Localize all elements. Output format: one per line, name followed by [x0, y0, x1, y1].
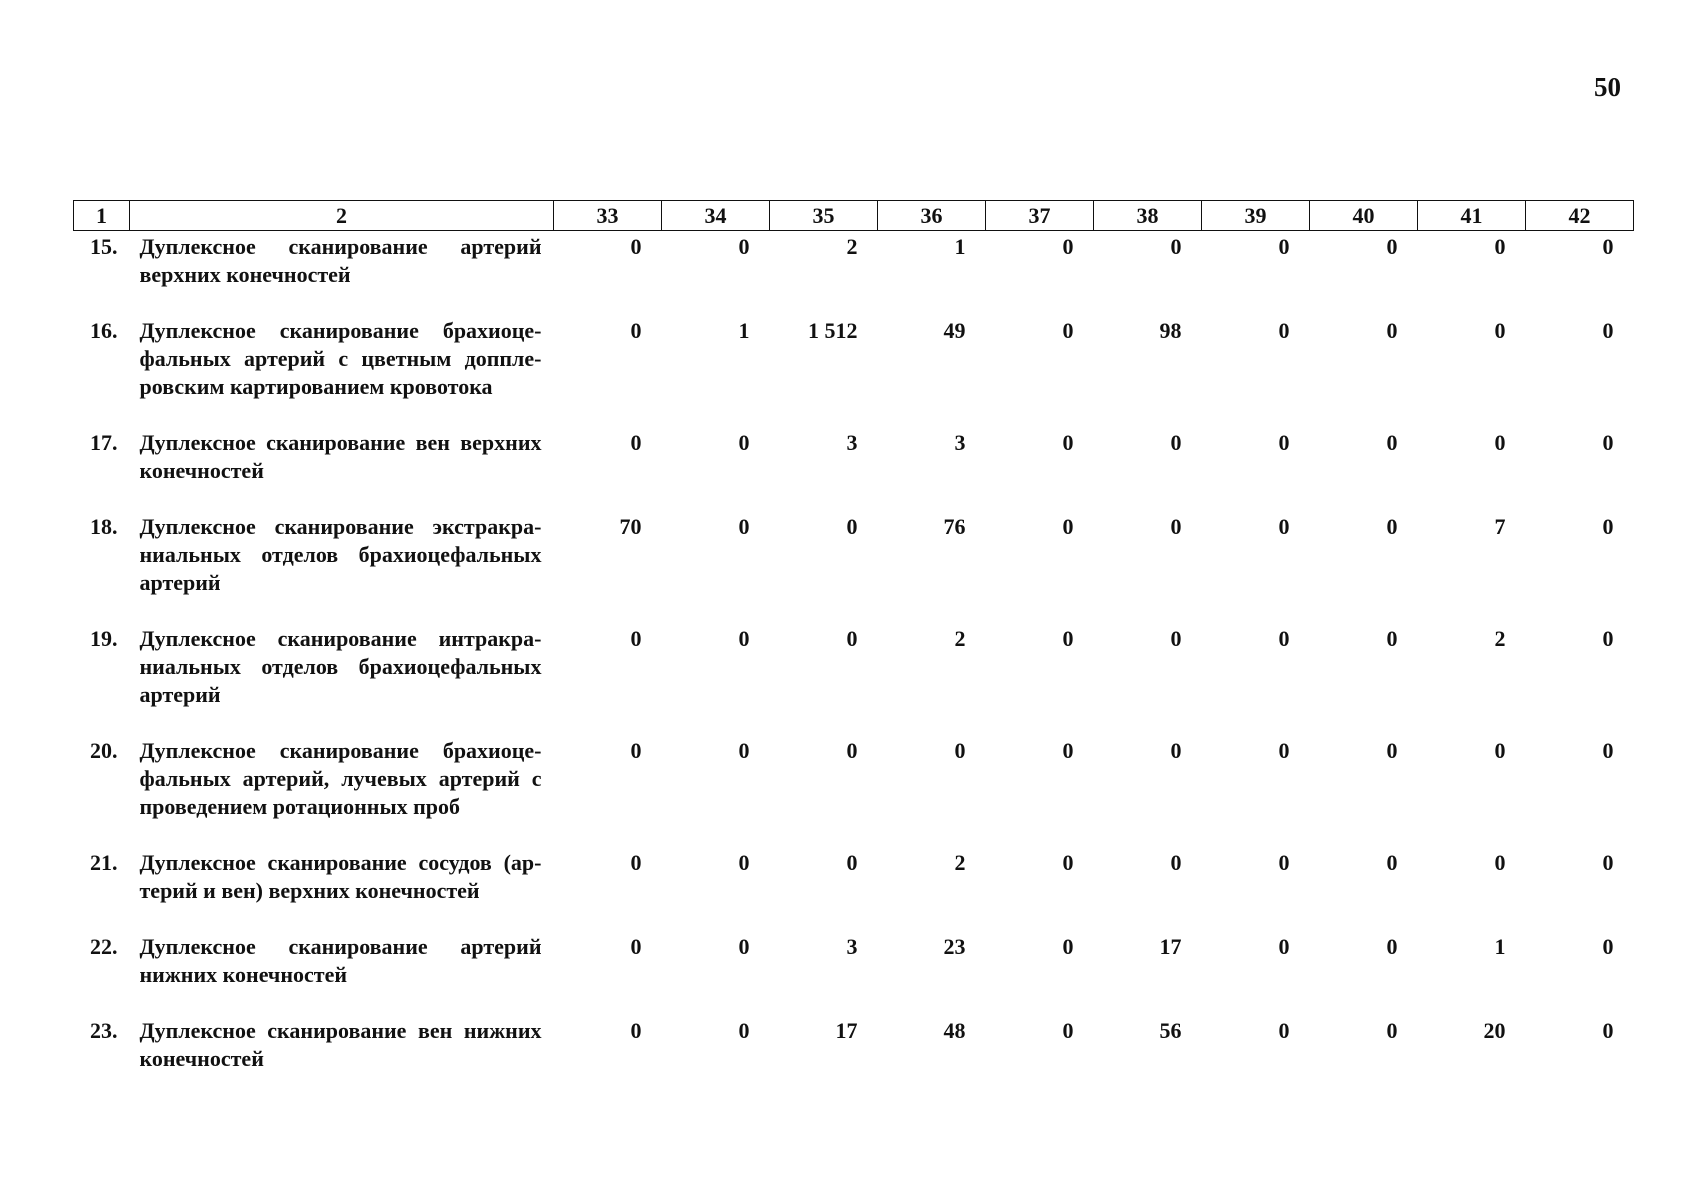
value-cell: 20 — [1483, 1018, 1506, 1043]
value-cell: 56 — [1159, 1018, 1182, 1043]
value-cell: 0 — [1170, 850, 1182, 875]
value-cell: 0 — [1386, 738, 1398, 763]
value-cell: 70 — [619, 514, 642, 539]
table-row — [74, 317, 1634, 429]
value-cell: 0 — [1062, 234, 1074, 259]
value-cell: 17 — [835, 1018, 858, 1043]
table-header — [74, 201, 1634, 231]
value-cell: 0 — [1602, 934, 1614, 959]
column-header: 33 — [554, 201, 662, 231]
header-row — [74, 201, 1634, 231]
procedure-name: Дуплексное сканирование вен нижних конечностей — [139, 1018, 542, 1071]
value-cell: 0 — [1386, 1018, 1398, 1043]
value-cell: 0 — [1170, 430, 1182, 455]
value-cell: 0 — [1062, 514, 1074, 539]
value-cell: 0 — [1602, 318, 1614, 343]
value-cell: 0 — [846, 850, 858, 875]
value-cell: 1 — [1494, 934, 1506, 959]
value-cell: 0 — [1170, 514, 1182, 539]
value-cell: 3 — [846, 430, 858, 455]
value-cell: 0 — [1602, 430, 1614, 455]
procedure-name: Дуплексное сканирование брахиоцефальных артерий с цветным допплеровским картированием кровотока — [139, 318, 542, 399]
table-row — [74, 1017, 1634, 1101]
value-cell: 0 — [1278, 430, 1290, 455]
row-number: 20. — [90, 738, 118, 763]
value-cell: 0 — [738, 934, 750, 959]
statistics-table — [73, 200, 1634, 1101]
value-cell: 3 — [954, 430, 966, 455]
value-cell: 0 — [630, 318, 642, 343]
value-cell: 0 — [1494, 850, 1506, 875]
value-cell: 0 — [630, 430, 642, 455]
value-cell: 0 — [1170, 234, 1182, 259]
row-number: 22. — [90, 934, 118, 959]
column-header: 2 — [130, 201, 554, 231]
value-cell: 0 — [630, 1018, 642, 1043]
value-cell: 17 — [1159, 934, 1182, 959]
value-cell: 2 — [846, 234, 858, 259]
value-cell: 0 — [1278, 514, 1290, 539]
table-body — [74, 231, 1634, 1102]
value-cell: 0 — [1278, 318, 1290, 343]
value-cell: 0 — [1278, 626, 1290, 651]
value-cell: 0 — [738, 430, 750, 455]
value-cell: 0 — [1602, 1018, 1614, 1043]
procedure-name: Дуплексное сканирование экстракраниальных отделов брахиоцефальных артерий — [139, 514, 542, 595]
value-cell: 0 — [1386, 514, 1398, 539]
table-row — [74, 231, 1634, 318]
value-cell: 0 — [1494, 318, 1506, 343]
page-number: 50 — [1594, 72, 1621, 102]
value-cell: 3 — [846, 934, 858, 959]
value-cell: 1 512 — [808, 318, 858, 343]
value-cell: 0 — [1278, 234, 1290, 259]
table-row — [74, 429, 1634, 513]
column-header: 40 — [1310, 201, 1418, 231]
value-cell: 0 — [630, 738, 642, 763]
value-cell: 0 — [846, 738, 858, 763]
value-cell: 0 — [738, 738, 750, 763]
column-header: 38 — [1094, 201, 1202, 231]
table-row — [74, 849, 1634, 933]
row-number: 15. — [90, 234, 118, 259]
value-cell: 0 — [630, 934, 642, 959]
value-cell: 0 — [630, 850, 642, 875]
row-number: 17. — [90, 430, 118, 455]
value-cell: 76 — [943, 514, 966, 539]
value-cell: 0 — [1494, 430, 1506, 455]
value-cell: 2 — [1494, 626, 1506, 651]
procedure-name: Дуплексное сканирование вен верхних конечностей — [139, 430, 542, 483]
procedure-name: Дуплексное сканирование артерий нижних конечностей — [139, 934, 542, 987]
value-cell: 0 — [1386, 850, 1398, 875]
value-cell: 0 — [1602, 738, 1614, 763]
column-header: 1 — [74, 201, 130, 231]
value-cell: 0 — [1062, 850, 1074, 875]
value-cell: 0 — [1386, 626, 1398, 651]
column-header: 36 — [878, 201, 986, 231]
column-header: 37 — [986, 201, 1094, 231]
value-cell: 0 — [1062, 430, 1074, 455]
value-cell: 0 — [1278, 850, 1290, 875]
value-cell: 7 — [1494, 514, 1506, 539]
value-cell: 98 — [1159, 318, 1182, 343]
row-number: 18. — [90, 514, 118, 539]
value-cell: 0 — [738, 1018, 750, 1043]
value-cell: 0 — [1602, 234, 1614, 259]
value-cell: 0 — [630, 626, 642, 651]
value-cell: 2 — [954, 850, 966, 875]
value-cell: 0 — [1494, 234, 1506, 259]
value-cell: 49 — [943, 318, 966, 343]
value-cell: 0 — [1386, 934, 1398, 959]
procedure-name: Дуплексное сканирование артерий верхних конечностей — [139, 234, 542, 287]
value-cell: 0 — [738, 850, 750, 875]
value-cell: 0 — [738, 514, 750, 539]
column-header: 42 — [1526, 201, 1634, 231]
value-cell: 0 — [738, 234, 750, 259]
value-cell: 0 — [954, 738, 966, 763]
row-number: 16. — [90, 318, 118, 343]
value-cell: 0 — [1386, 234, 1398, 259]
row-number: 21. — [90, 850, 118, 875]
value-cell: 23 — [943, 934, 966, 959]
value-cell: 48 — [943, 1018, 966, 1043]
value-cell: 0 — [846, 626, 858, 651]
procedure-name: Дуплексное сканирование брахиоцефальных артерий, лучевых артерий с проведением ротационных проб — [139, 738, 542, 819]
value-cell: 0 — [1062, 934, 1074, 959]
value-cell: 0 — [1494, 738, 1506, 763]
value-cell: 0 — [1062, 318, 1074, 343]
table-row — [74, 737, 1634, 849]
value-cell: 1 — [954, 234, 966, 259]
value-cell: 0 — [630, 234, 642, 259]
value-cell: 0 — [738, 626, 750, 651]
value-cell: 0 — [1278, 1018, 1290, 1043]
value-cell: 0 — [1602, 514, 1614, 539]
procedure-name: Дуплексное сканирование сосудов (артерий и вен) верхних конечностей — [139, 850, 542, 903]
value-cell: 0 — [1386, 318, 1398, 343]
row-number: 23. — [90, 1018, 118, 1043]
value-cell: 0 — [1170, 626, 1182, 651]
value-cell: 0 — [1602, 626, 1614, 651]
column-header: 41 — [1418, 201, 1526, 231]
value-cell: 0 — [1062, 626, 1074, 651]
value-cell: 0 — [1602, 850, 1614, 875]
row-number: 19. — [90, 626, 118, 651]
column-header: 34 — [662, 201, 770, 231]
value-cell: 1 — [738, 318, 750, 343]
table-row — [74, 513, 1634, 625]
column-header: 35 — [770, 201, 878, 231]
value-cell: 0 — [1386, 430, 1398, 455]
value-cell: 0 — [1062, 738, 1074, 763]
table-row — [74, 625, 1634, 737]
value-cell: 0 — [846, 514, 858, 539]
value-cell: 0 — [1170, 738, 1182, 763]
value-cell: 0 — [1278, 738, 1290, 763]
column-header: 39 — [1202, 201, 1310, 231]
value-cell: 0 — [1278, 934, 1290, 959]
table-row — [74, 933, 1634, 1017]
value-cell: 0 — [1062, 1018, 1074, 1043]
procedure-name: Дуплексное сканирование интракраниальных отделов брахиоцефальных артерий — [139, 626, 542, 707]
value-cell: 2 — [954, 626, 966, 651]
